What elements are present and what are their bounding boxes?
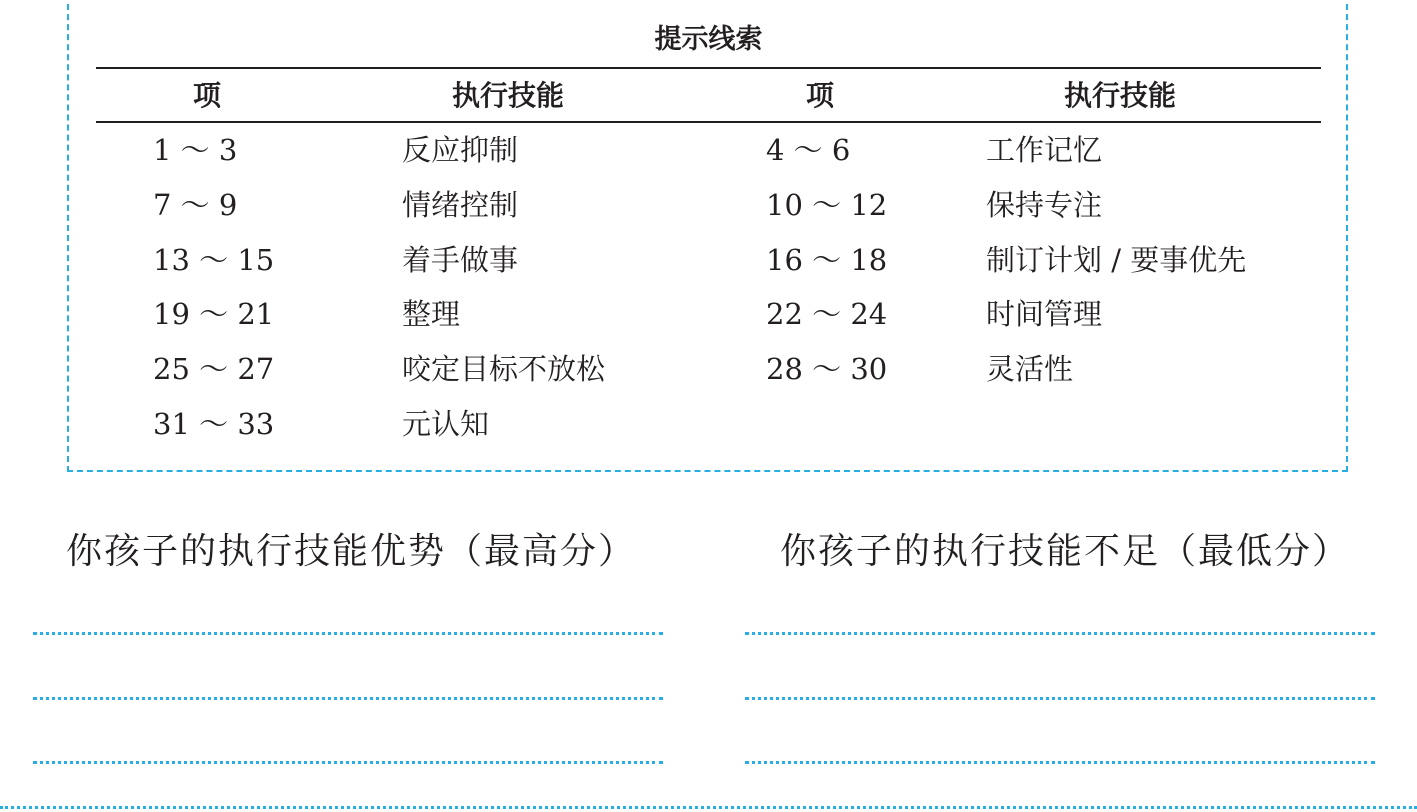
row-1-right-skill: 工作记忆 [986, 133, 1103, 167]
row-3-left-items: 13 ～ 15 [153, 243, 275, 277]
row-5-left-skill: 咬定目标不放松 [402, 352, 606, 386]
row-4-right-items: 22 ～ 24 [766, 297, 888, 331]
weaknesses-answer-line-3[interactable] [745, 761, 1375, 764]
table-top-rule [96, 67, 1321, 69]
row-4-left-skill: 整理 [402, 297, 461, 331]
strengths-answer-line-2[interactable] [33, 697, 663, 700]
table-header-rule [96, 121, 1321, 123]
strengths-answer-line-1[interactable] [33, 632, 663, 635]
row-3-left-skill: 着手做事 [402, 243, 519, 277]
row-4-left-items: 19 ～ 21 [153, 297, 275, 331]
row-3-right-items: 16 ～ 18 [766, 243, 888, 277]
header-skill-right: 执行技能 [1064, 79, 1177, 112]
row-2-left-items: 7 ～ 9 [153, 188, 238, 222]
hint-title: 提示线索 [654, 24, 763, 55]
header-skill-left: 执行技能 [452, 79, 565, 112]
row-2-right-skill: 保持专注 [986, 188, 1103, 222]
row-6-left-items: 31 ～ 33 [153, 407, 275, 441]
row-1-left-skill: 反应抑制 [402, 133, 519, 167]
row-6-left-skill: 元认知 [402, 407, 490, 441]
weaknesses-answer-line-1[interactable] [745, 632, 1375, 635]
row-5-right-skill: 灵活性 [986, 352, 1074, 386]
weaknesses-prompt: 你孩子的执行技能不足（最低分） [780, 531, 1351, 572]
strengths-answer-line-3[interactable] [33, 761, 663, 764]
weaknesses-answer-line-2[interactable] [745, 697, 1375, 700]
row-2-right-items: 10 ～ 12 [766, 188, 888, 222]
row-5-right-items: 28 ～ 30 [766, 352, 888, 386]
row-4-right-skill: 时间管理 [986, 297, 1103, 331]
row-1-left-items: 1 ～ 3 [153, 133, 238, 167]
page-bottom-border [0, 806, 1417, 809]
row-3-right-skill: 制订计划 / 要事优先 [986, 243, 1247, 277]
row-1-right-items: 4 ～ 6 [766, 133, 851, 167]
header-items-right: 项 [806, 79, 835, 112]
header-items-left: 项 [193, 79, 222, 112]
row-5-left-items: 25 ～ 27 [153, 352, 275, 386]
row-2-left-skill: 情绪控制 [402, 188, 519, 222]
hint-box [67, 0, 1348, 472]
strengths-prompt: 你孩子的执行技能优势（最高分） [66, 531, 637, 572]
